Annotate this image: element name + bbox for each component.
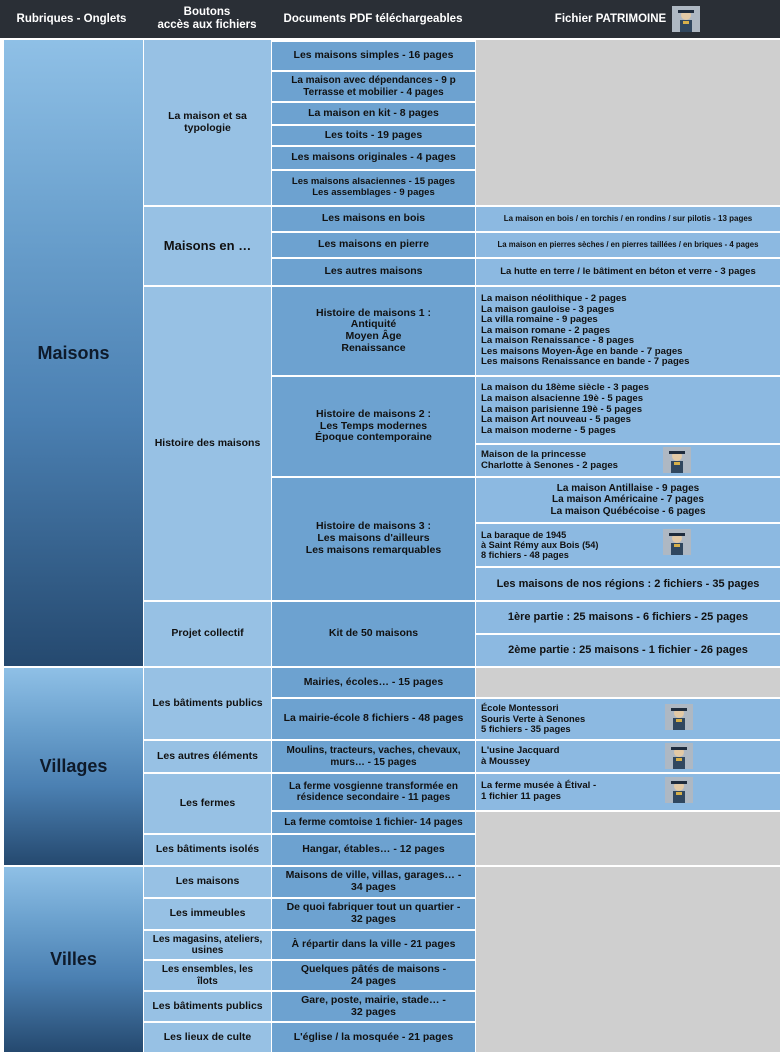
button-autres-elements[interactable]: Les autres éléments [144, 741, 271, 772]
rubrique-villages[interactable]: Villages [4, 668, 143, 865]
button-batiments-isoles[interactable]: Les bâtiments isolés [144, 835, 271, 865]
button-batiments-publics-villages[interactable]: Les bâtiments publics [144, 668, 271, 739]
doc-autres-maisons[interactable]: Les autres maisons [272, 259, 475, 285]
doc-pates-maisons[interactable]: Quelques pâtés de maisons - 24 pages [272, 961, 475, 990]
button-histoire[interactable]: Histoire des maisons [144, 287, 271, 600]
doc-ferme-comtoise[interactable]: La ferme comtoise 1 fichier- 14 pages [272, 812, 475, 833]
button-villes-immeubles[interactable]: Les immeubles [144, 899, 271, 929]
doc-moulins[interactable]: Moulins, tracteurs, vaches, chevaux, murs… - 15 pages [272, 741, 475, 772]
fichier-histoire-2-list[interactable]: La maison du 18ème siècle - 3 pages La maison alsacienne 19è - 5 pages La maison parisienne 19è - 5 pages La maison Art nouveau - 5 pages La maison moderne - 5 pages [476, 377, 780, 443]
doc-mairies-ecoles[interactable]: Mairies, écoles… - 15 pages [272, 668, 475, 697]
patrimoine-empty-villes [476, 867, 780, 1052]
button-fermes[interactable]: Les fermes [144, 774, 271, 833]
doc-maisons-en-pierre[interactable]: Les maisons en pierre [272, 233, 475, 257]
header-rubriques: Rubriques - Onglets [0, 0, 143, 38]
fichier-baraque-1945[interactable]: La baraque de 1945 à Saint Rémy aux Bois (54) 8 fichiers - 48 pages [476, 524, 780, 566]
button-projet[interactable]: Projet collectif [144, 602, 271, 666]
jacquard-thumbnail-icon[interactable] [665, 743, 693, 769]
doc-maison-dependances[interactable]: La maison avec dépendances - 9 p Terrasse et mobilier - 4 pages [272, 72, 475, 101]
ferme-musee-thumbnail-icon[interactable] [665, 777, 693, 803]
doc-maisons-en-bois[interactable]: Les maisons en bois [272, 207, 475, 231]
fichier-histoire-1-list[interactable]: La maison néolithique - 2 pages La maison gauloise - 3 pages La villa romaine - 9 pages La maison romane - 2 pages La maison Renaissance - 8 pages Les maisons Moyen-Âge en bande - 7 pages Les maisons Renaissance en bande - 7 pages [476, 287, 780, 375]
header-patrimoine-label: Fichier PATRIMOINE [554, 12, 667, 25]
patrimoine-empty-mairies [476, 668, 780, 697]
doc-hangar[interactable]: Hangar, étables… - 12 pages [272, 835, 475, 865]
fichier-ailleurs-list[interactable]: La maison Antillaise - 9 pages La maison Américaine - 7 pages La maison Québécoise - 6 pages [476, 478, 780, 522]
fichier-projet-partie-2[interactable]: 2ème partie : 25 maisons - 1 fichier - 26 pages [476, 635, 780, 666]
header-documents: Documents PDF téléchargeables [271, 0, 475, 38]
doc-maisons-alsaciennes[interactable]: Les maisons alsaciennes - 15 pages Les assemblages - 9 pages [272, 171, 475, 205]
fichier-ferme-musee[interactable]: La ferme musée à Étival - 1 fichier 11 pages [476, 774, 780, 810]
fichier-maisons-regions[interactable]: Les maisons de nos régions : 2 fichiers - 35 pages [476, 568, 780, 600]
header-boutons: Boutons accès aux fichiers [143, 0, 271, 38]
button-villes-ensembles[interactable]: Les ensembles, les îlots [144, 961, 271, 990]
fichier-projet-partie-1[interactable]: 1ère partie : 25 maisons - 6 fichiers - 25 pages [476, 602, 780, 633]
doc-eglise-mosquee[interactable]: L'église / la mosquée - 21 pages [272, 1023, 475, 1052]
rubrique-villes[interactable]: Villes [4, 867, 143, 1052]
fichier-maison-bois[interactable]: La maison en bois / en torchis / en rondins / sur pilotis - 13 pages [476, 207, 780, 231]
button-maisons-en[interactable]: Maisons en … [144, 207, 271, 285]
button-typologie[interactable]: La maison et sa typologie [144, 40, 271, 205]
fichier-maison-pierres[interactable]: La maison en pierres sèches / en pierres taillées / en briques - 4 pages [476, 233, 780, 257]
doc-histoire-1[interactable]: Histoire de maisons 1 : Antiquité Moyen Âge Renaissance [272, 287, 475, 375]
doc-gare-poste[interactable]: Gare, poste, mairie, stade… - 32 pages [272, 992, 475, 1021]
montessori-thumbnail-icon[interactable] [665, 704, 693, 730]
doc-maisons-originales[interactable]: Les maisons originales - 4 pages [272, 147, 475, 169]
button-villes-maisons[interactable]: Les maisons [144, 867, 271, 897]
doc-maison-en-kit[interactable]: La maison en kit - 8 pages [272, 103, 475, 124]
patrimoine-empty-typologie [476, 40, 780, 205]
heritage-thumbnail-icon [672, 6, 700, 32]
doc-maisons-simples[interactable]: Les maisons simples - 16 pages [272, 42, 475, 70]
fichier-hutte-terre[interactable]: La hutte en terre / le bâtiment en béton et verre - 3 pages [476, 259, 780, 285]
doc-repartir-ville[interactable]: À répartir dans la ville - 21 pages [272, 931, 475, 959]
doc-maisons-de-ville[interactable]: Maisons de ville, villas, garages… - 34 pages [272, 867, 475, 897]
baraque-thumbnail-icon[interactable] [663, 529, 691, 555]
button-villes-batiments-publics[interactable]: Les bâtiments publics [144, 992, 271, 1021]
doc-quartier[interactable]: De quoi fabriquer tout un quartier - 32 pages [272, 899, 475, 929]
doc-mairie-ecole[interactable]: La mairie-école 8 fichiers - 48 pages [272, 699, 475, 739]
button-villes-culte[interactable]: Les lieux de culte [144, 1023, 271, 1052]
doc-toits[interactable]: Les toits - 19 pages [272, 126, 475, 145]
doc-ferme-vosgienne[interactable]: La ferme vosgienne transformée en résidence secondaire - 11 pages [272, 774, 475, 810]
rubrique-maisons[interactable]: Maisons [4, 40, 143, 666]
doc-histoire-3[interactable]: Histoire de maisons 3 : Les maisons d'ailleurs Les maisons remarquables [272, 478, 475, 600]
princesse-thumbnail-icon[interactable] [663, 447, 691, 473]
header-patrimoine [475, 0, 780, 38]
patrimoine-empty-fermes [476, 812, 780, 865]
doc-histoire-2[interactable]: Histoire de maisons 2 : Les Temps modernes Époque contemporaine [272, 377, 475, 476]
fichier-usine-jacquard[interactable]: L'usine Jacquard à Moussey [476, 741, 780, 772]
fichier-princesse-charlotte[interactable]: Maison de la princesse Charlotte à Senones - 2 pages [476, 445, 780, 476]
doc-kit-50-maisons[interactable]: Kit de 50 maisons [272, 602, 475, 666]
button-villes-magasins[interactable]: Les magasins, ateliers, usines [144, 931, 271, 959]
fichier-ecole-montessori[interactable]: École Montessori Souris Verte à Senones 5 fichiers - 35 pages [476, 699, 780, 739]
